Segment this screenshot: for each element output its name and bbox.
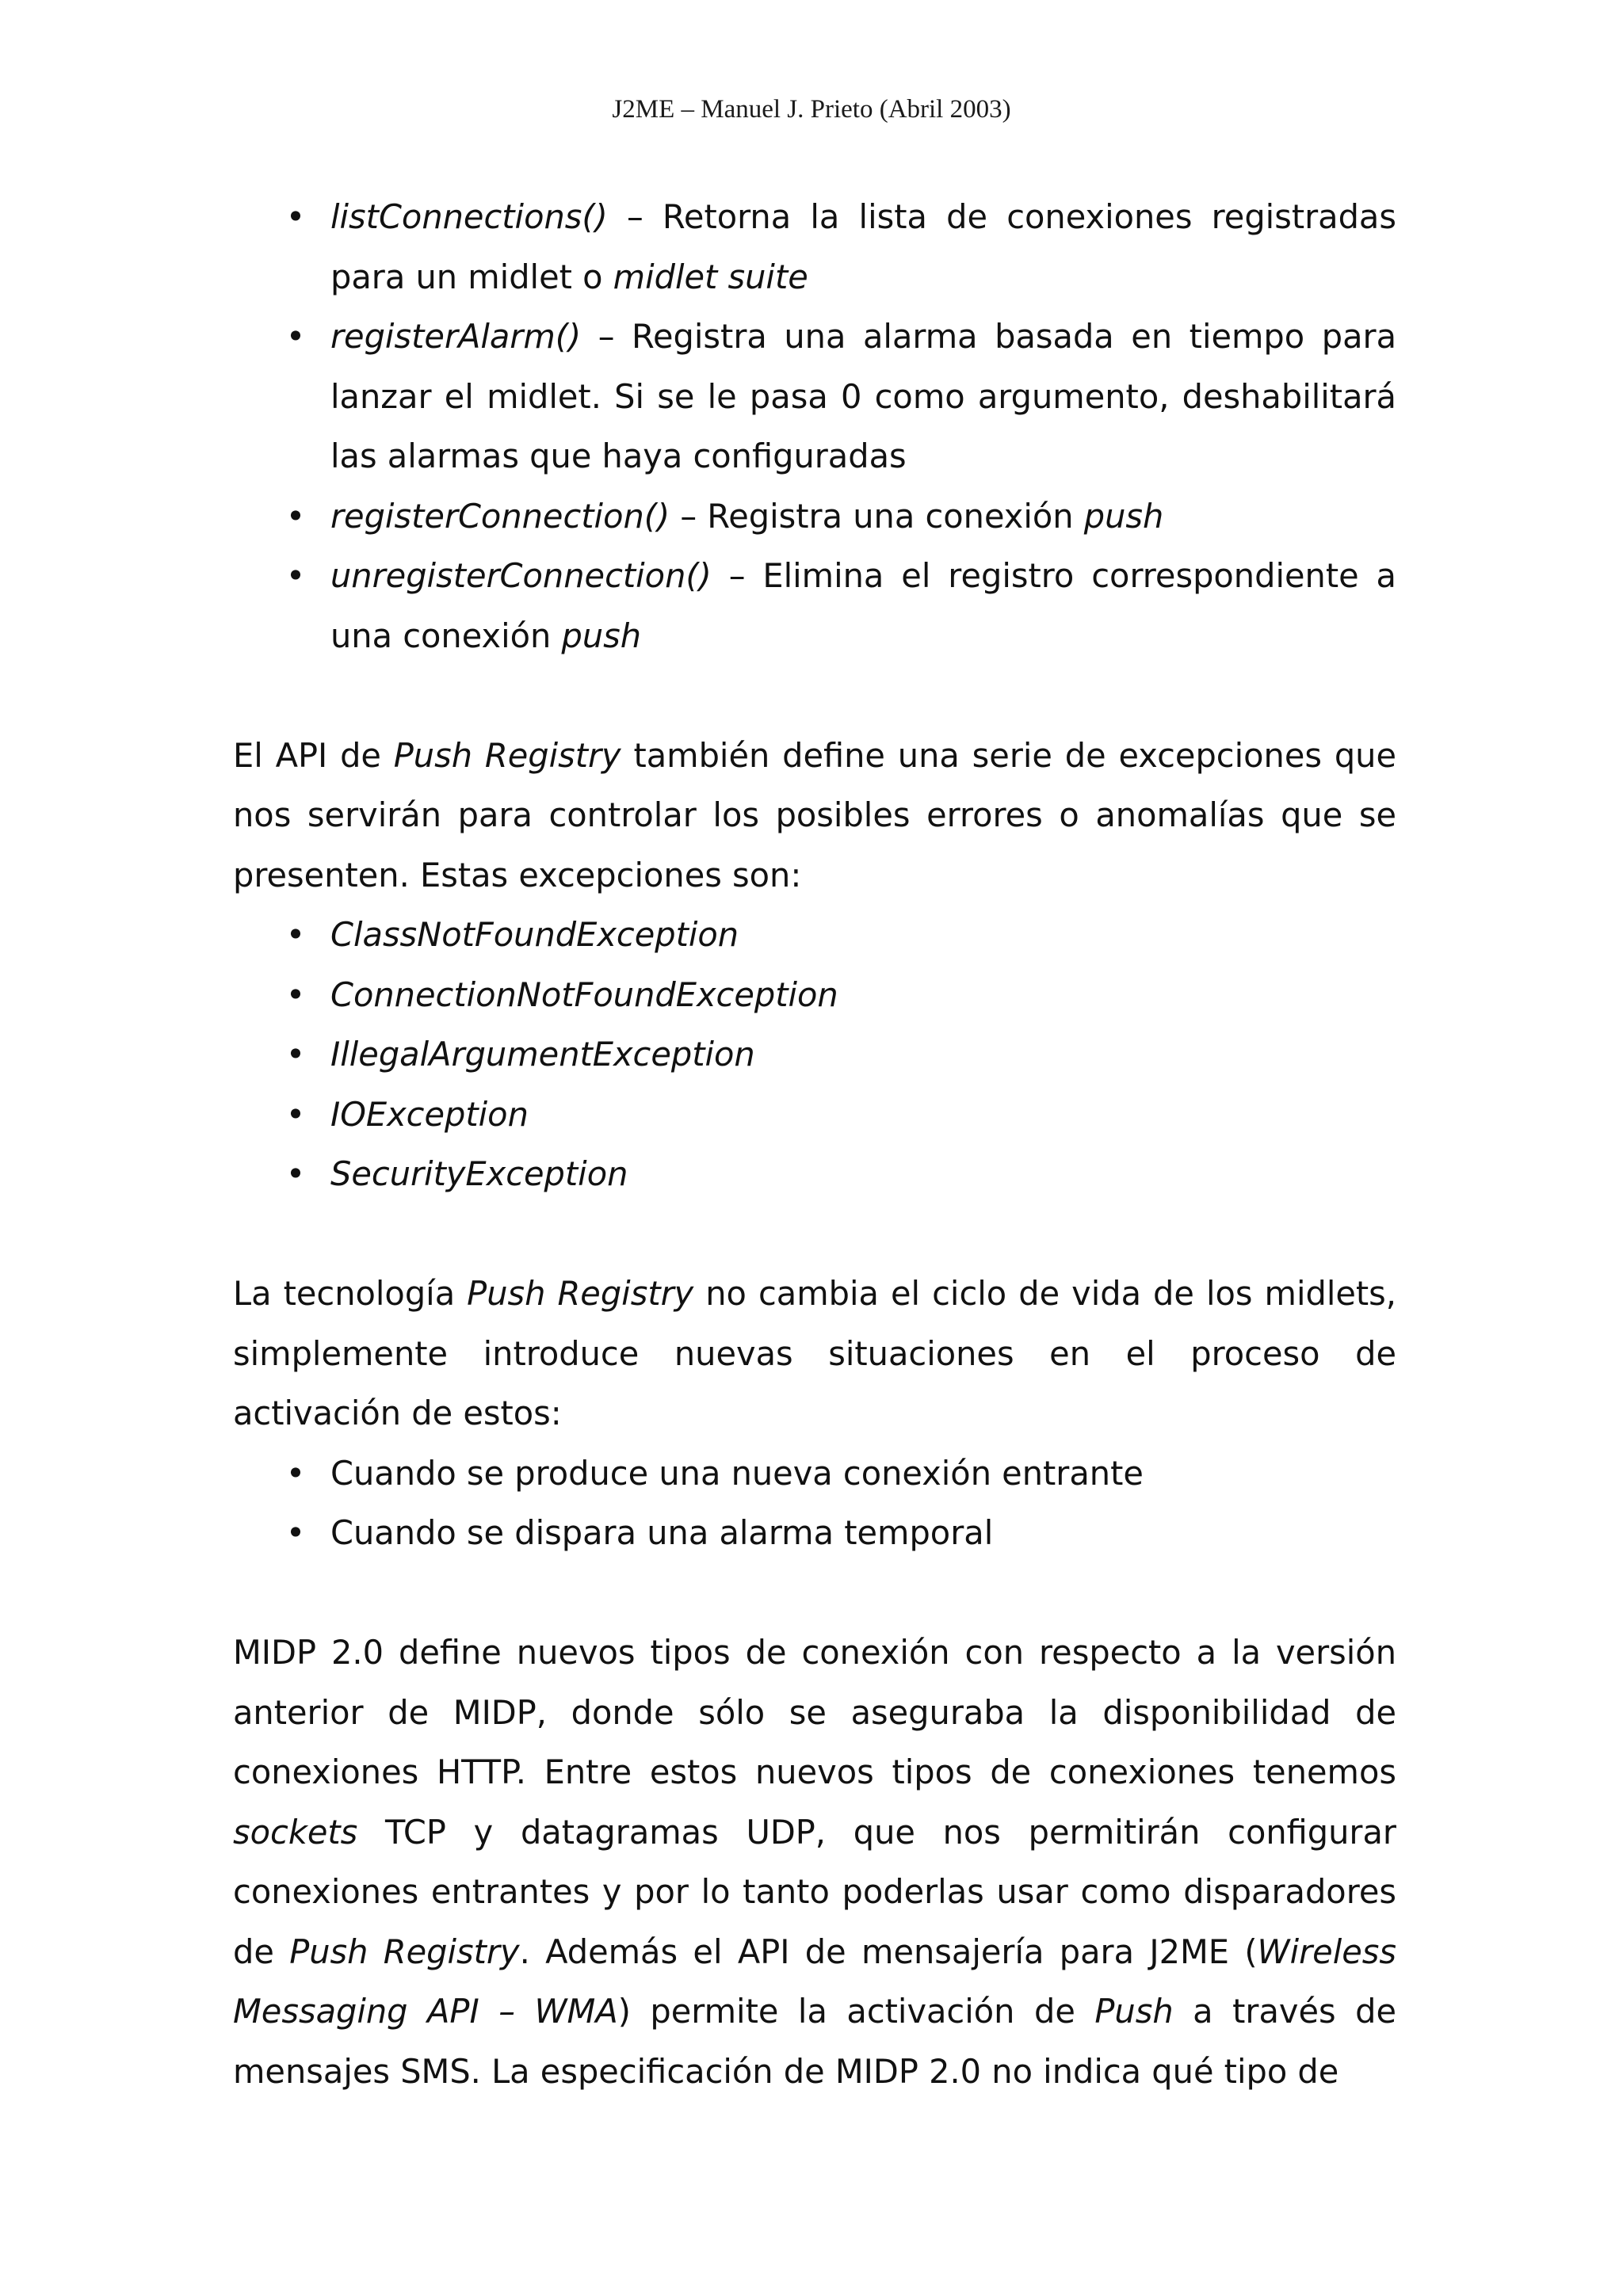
method-description: – Retorna la lista de conexiones registradas para un midlet o [330,197,1396,296]
text-run: MIDP 2.0 define nuevos tipos de conexión con respecto a la versión anterior de MIDP, donde sólo se aseguraba la disponibilidad de conexiones HTTP. Entre estos nuevos tipos de conexiones tenemos [233,1633,1396,1791]
exceptions-list [233,905,1396,1204]
text-run-emphasis: Push [1094,1992,1174,2031]
method-description-emphasis: push [561,616,642,655]
methods-list [233,187,1396,666]
text-run-emphasis: Wireless Messaging API – WMA [233,1932,1396,2031]
list-item [233,546,1396,666]
bullet-icon: • [285,1035,306,1074]
paragraph-gap [233,1563,1396,1623]
list-item [233,1503,1396,1563]
page-header: J2ME – Manuel J. Prieto (Abril 2003) [612,95,1011,124]
exception-name: IllegalArgumentException [330,1035,755,1074]
bullet-icon: • [285,974,306,1014]
method-description: – Elimina el registro correspondiente a una conexión [330,556,1396,655]
bullet-icon: • [285,197,306,236]
paragraph-gap [233,666,1396,726]
exception-name: IOException [330,1094,529,1134]
bullet-icon: • [285,1513,306,1552]
list-item [233,1144,1396,1204]
exception-name: ConnectionNotFoundException [330,974,838,1014]
list-item [233,307,1396,486]
text-run: a través de mensajes SMS. La especificación de MIDP 2.0 no indica qué tipo de [233,1992,1396,2091]
method-description-emphasis: push [1083,496,1164,536]
text-run: El API de [233,735,394,775]
method-description: – Registra una conexión [670,496,1084,536]
list-item [233,187,1396,307]
text-run: TCP y datagramas UDP, que nos permitirán configurar conexiones entrantes y por lo tanto poderlas usar como disparadores de [233,1812,1396,1971]
list-item [233,1024,1396,1085]
method-name: unregisterConnection() [330,556,712,595]
situation-text: Cuando se produce una nueva conexión entrante [330,1453,1144,1493]
bullet-icon: • [285,556,306,595]
situation-text: Cuando se dispara una alarma temporal [330,1513,994,1552]
list-item [233,905,1396,965]
text-run-emphasis: Push Registry [467,1274,694,1313]
list-item [233,1085,1396,1145]
bullet-icon: • [285,496,306,536]
bullet-icon: • [285,915,306,954]
text-run-emphasis: Push Registry [289,1932,520,1971]
paragraph-lifecycle [233,1264,1396,1444]
method-name: listConnections() [330,197,608,236]
exception-name: SecurityException [330,1154,628,1193]
paragraph-exceptions-intro [233,726,1396,906]
method-name: registerConnection() [330,496,670,536]
method-description: – Registra una alarma basada en tiempo para lanzar el midlet. Si se le pasa 0 como argumento, deshabilitará las alarmas que haya configuradas [330,317,1396,475]
method-name: registerAlarm() [330,317,582,356]
text-run: . Además el API de mensajería para J2ME ( [519,1932,1258,1971]
list-item [233,486,1396,547]
exception-name: ClassNotFoundException [330,915,739,954]
situations-list [233,1444,1396,1563]
list-item [233,1444,1396,1504]
paragraph-midp-connections [233,1623,1396,2101]
text-run-emphasis: Push Registry [393,735,621,775]
page-content [233,187,1396,2101]
bullet-icon: • [285,1094,306,1134]
text-run: también define una serie de excepciones que nos servirán para controlar los posibles errores o anomalías que se presenten. Estas excepciones son: [233,735,1396,894]
list-item [233,965,1396,1025]
bullet-icon: • [285,1154,306,1193]
text-run: no cambia el ciclo de vida de los midlets, simplemente introduce nuevas situaciones en el proceso de activación de estos: [233,1274,1396,1432]
text-run: ) permite la activación de [617,1992,1095,2031]
paragraph-gap [233,1204,1396,1264]
text-run-emphasis: sockets [233,1812,358,1852]
bullet-icon: • [285,317,306,356]
method-description-emphasis: midlet suite [613,257,808,296]
bullet-icon: • [285,1453,306,1493]
text-run: La tecnología [233,1274,468,1313]
